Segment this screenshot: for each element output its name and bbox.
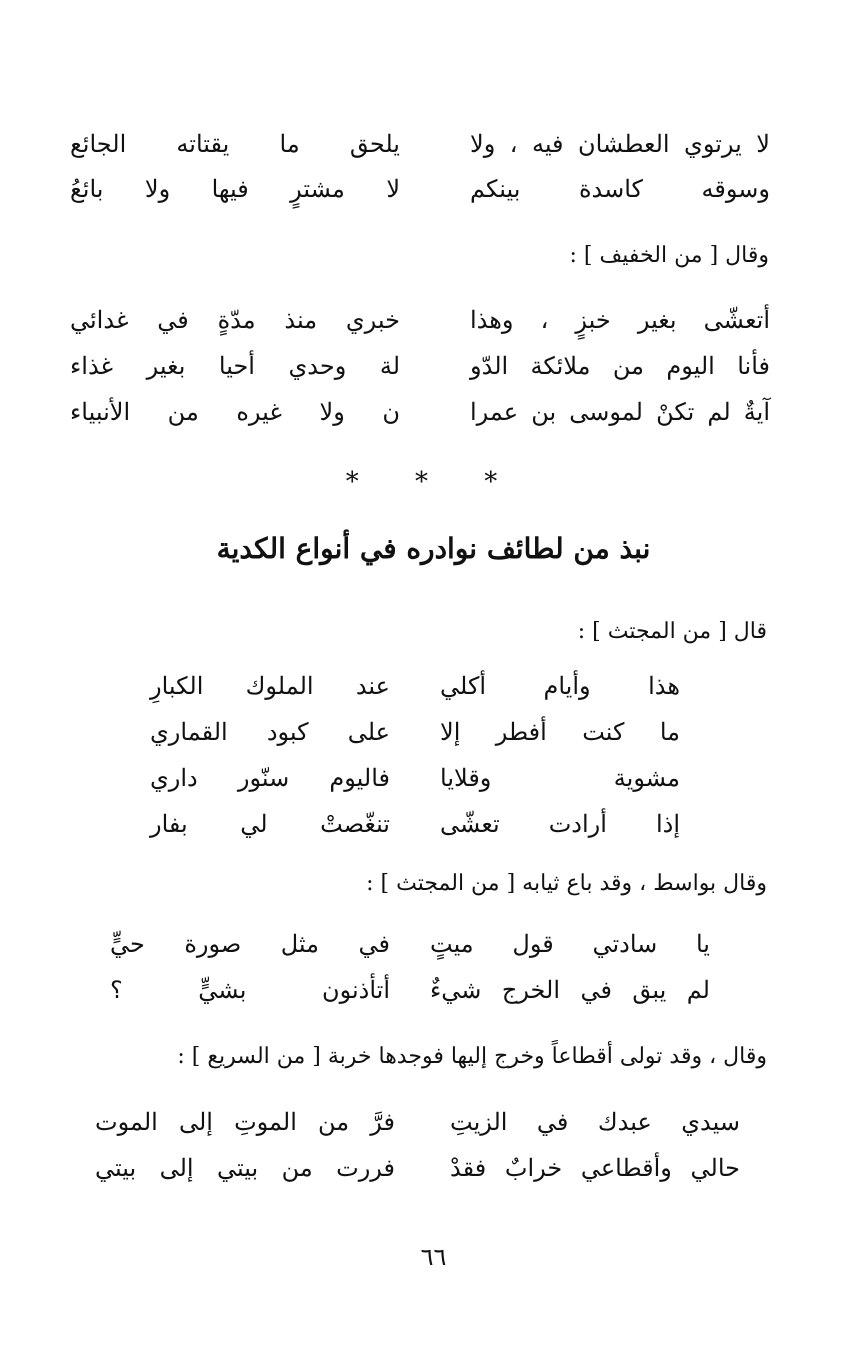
verse-second-hemistich: لا مشترٍ فيها ولا بائعُ — [70, 175, 400, 203]
verse-line — [95, 1144, 740, 1192]
verse-second-hemistich: أتأذنون بشيٍّ ؟ — [110, 976, 390, 1004]
page-number: ٦٦ — [420, 1243, 447, 1271]
verse-second-hemistich: ن ولا غيره من الأنبياء — [70, 398, 400, 426]
verse-second-hemistich: تنغّصتْ لي بفار — [150, 810, 390, 838]
verse-second-hemistich: فررت من بيتي إلى بيتي — [95, 1154, 395, 1182]
verse-second-hemistich: في مثل صورة حيٍّ — [110, 930, 390, 958]
verse-second-hemistich: على كبود القماري — [150, 718, 390, 746]
verse-first-hemistich: أتعشّى بغير خبزٍ ، وهذا — [470, 306, 770, 334]
verse-line — [95, 1098, 740, 1146]
verse-first-hemistich: آيةٌ لم تكنْ لموسى بن عمرا — [470, 398, 770, 426]
verse-second-hemistich: لة وحدي أحيا بغير غذاء — [70, 352, 400, 380]
verse-second-hemistich: فرَّ من الموتِ إلى الموت — [95, 1108, 395, 1136]
verse-first-hemistich: يا سادتي قول ميتٍ — [430, 930, 710, 958]
verse-first-hemistich: لم يبق في الخرج شيءٌ — [430, 976, 710, 1004]
verse-first-hemistich: مشوية وقلايا — [440, 764, 680, 792]
verse-second-hemistich: يلحق ما يقتاته الجائع — [70, 130, 400, 158]
section-title: نبذ من لطائف نوادره في أنواع الكدية — [216, 532, 651, 565]
verse-first-hemistich: لا يرتوي العطشان فيه ، ولا — [470, 130, 770, 158]
verse-second-hemistich: خبري منذ مدّةٍ في غدائي — [70, 306, 400, 334]
verse-first-hemistich: هذا وأيام أكلي — [440, 672, 680, 700]
verse-first-hemistich: فأنا اليوم من ملائكة الدّو — [470, 352, 770, 380]
meter-intro-mujtath: قال [ من المجتث ] : — [577, 619, 767, 644]
verse-second-hemistich: عند الملوك الكبارِ — [150, 672, 390, 700]
verse-first-hemistich: وسوقه كاسدة بينكم — [470, 175, 770, 203]
verse-second-hemistich: فاليوم سنّور داري — [150, 764, 390, 792]
verse-first-hemistich: إذا أرادت تعشّى — [440, 810, 680, 838]
section-separator: * * * — [345, 467, 522, 497]
verse-first-hemistich: سيدي عبدك في الزيتِ — [450, 1108, 740, 1136]
meter-intro-khafif: وقال [ من الخفيف ] : — [569, 243, 769, 268]
verse-first-hemistich: ما كنت أفطر إلا — [440, 718, 680, 746]
meter-intro-mujtath-wasit: وقال بواسط ، وقد باع ثيابه [ من المجتث ] : — [366, 871, 767, 896]
meter-intro-sari: وقال ، وقد تولى أقطاعاً وخرج إليها فوجدها خربة [ من السريع ] : — [177, 1044, 767, 1069]
verse-first-hemistich: حالي وأقطاعي خرابٌ فقدْ — [450, 1154, 740, 1182]
